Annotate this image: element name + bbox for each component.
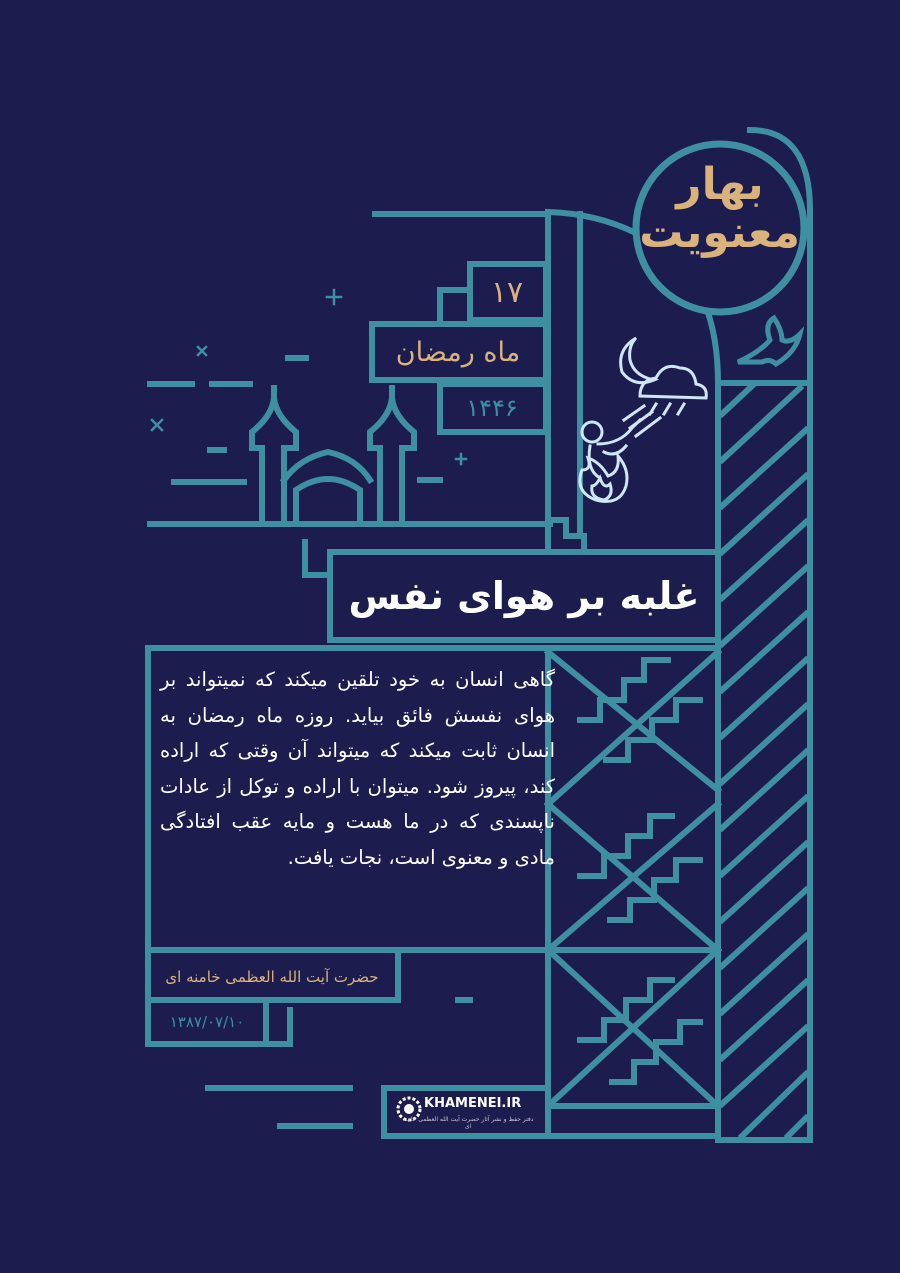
- badge-title-line2: معنویت: [639, 207, 800, 258]
- logo-name: KHAMENEI.IR: [424, 1096, 522, 1111]
- quote-author: حضرت آیت الله العظمی خامنه ای: [165, 968, 379, 986]
- quote-body: گاهی انسان به خود تلقین میکند که نمیتواند بر هوای نفسش فائق بیاید. روزه ماه رمضان به انسان ثابت میکند که میتواند آن وقتی که اراده کند، پیروز شود. میتوان با اراده و توکل از عادات ناپسندی که در ما هست و مایه عقب افتادگی مادی و معنوی است، نجات یافت.: [160, 668, 555, 869]
- month-name: ماه رمضان: [395, 337, 521, 368]
- page-title: غلبه بر هوای نفس: [348, 574, 700, 618]
- quote-date: ۱۳۸۷/۰۷/۱۰: [169, 1013, 245, 1031]
- logo-subtitle: دفتر حفظ و نشر آثار حضرت آیت الله العظمی خامنه ای: [402, 1116, 534, 1130]
- stairs-icon: [548, 652, 718, 1106]
- hijri-year: ۱۴۴۶: [466, 394, 518, 422]
- bird-icon: [738, 318, 800, 364]
- day-number: ۱۷: [490, 275, 524, 310]
- badge-title-line1: بهار: [676, 159, 764, 210]
- kneeling-figure-icon: [582, 420, 640, 478]
- tower-hatching: [722, 386, 806, 1136]
- moon-cloud-icon: [621, 338, 707, 436]
- fire-icon: [580, 456, 627, 501]
